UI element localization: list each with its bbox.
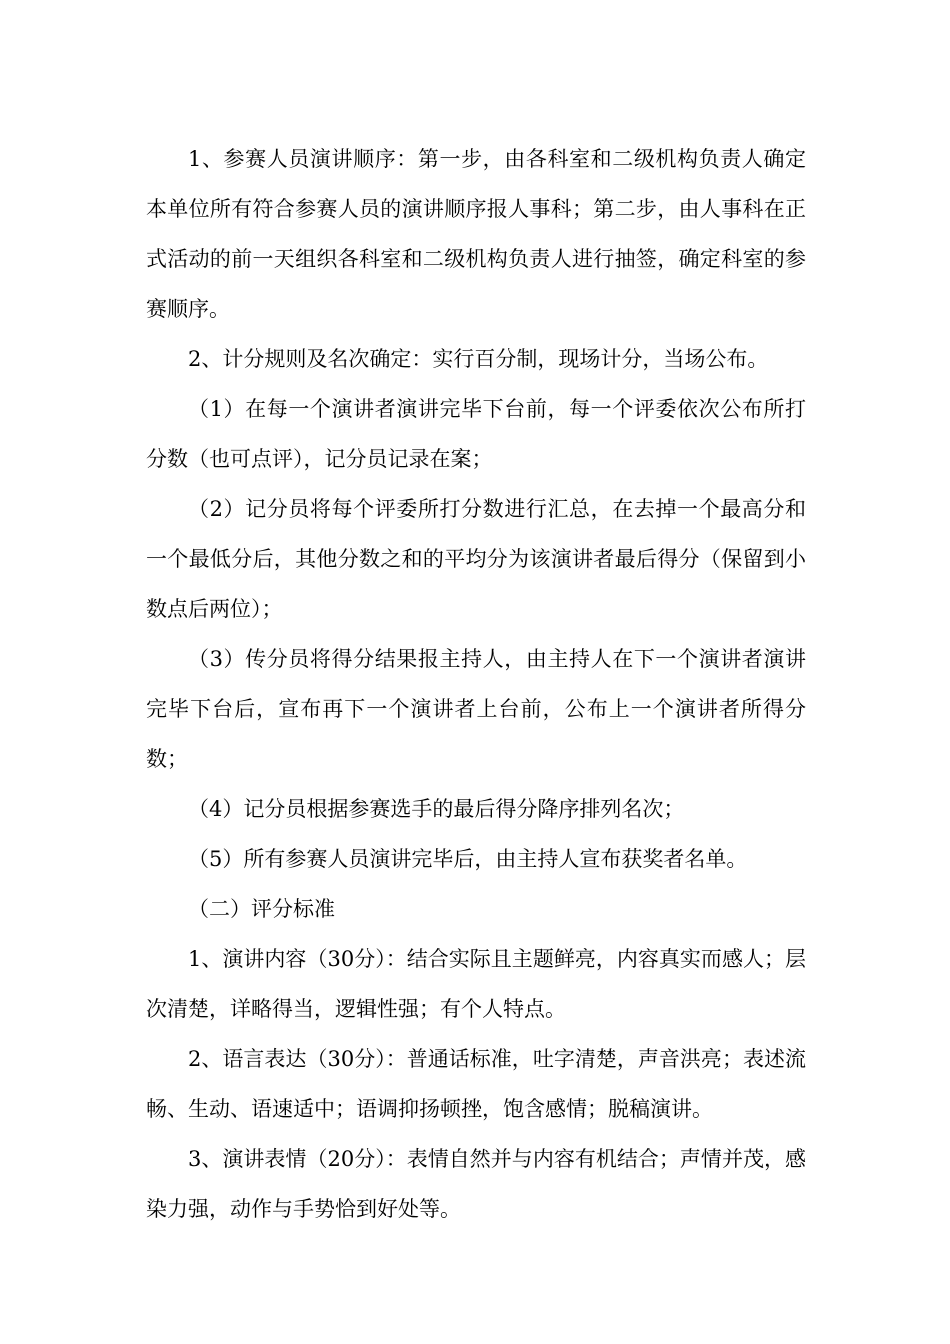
paragraph-rule-3: （3）传分员将得分结果报主持人，由主持人在下一个演讲者演讲完毕下台后，宣布再下一个演讲者上台前，公布上一个演讲者所得分数； [146,647,806,771]
paragraph-criteria-content: 1、演讲内容（30分）：结合实际且主题鲜亮，内容真实而感人；层次清楚，详略得当，逻辑性强；有个人特点。 [146,947,806,1021]
section-heading-criteria: （二）评分标准 [188,897,335,921]
paragraph-criteria-expression: 3、演讲表情（20分）：表情自然并与内容有机结合；声情并茂，感染力强，动作与手势恰到好处等。 [146,1147,806,1221]
document-body [146,134,806,1234]
paragraph-rule-2: （2）记分员将每个评委所打分数进行汇总，在去掉一个最高分和一个最低分后，其他分数之和的平均分为该演讲者最后得分（保留到小数点后两位）； [146,497,806,621]
paragraph-scoring-rules: 2、计分规则及名次确定：实行百分制，现场计分，当场公布。 [188,347,769,371]
paragraph-rule-1: （1）在每一个演讲者演讲完毕下台前，每一个评委依次公布所打分数（也可点评），记分员记录在案； [146,397,806,471]
paragraph-criteria-language: 2、语言表达（30分）：普通话标准，吐字清楚，声音洪亮；表述流畅、生动、语速适中；语调抑扬顿挫，饱含感情；脱稿演讲。 [146,1047,806,1121]
paragraph-rule-4: （4）记分员根据参赛选手的最后得分降序排列名次； [188,797,685,821]
paragraph-rule-5: （5）所有参赛人员演讲完毕后，由主持人宣布获奖者名单。 [188,847,748,871]
paragraph-speech-order: 1、参赛人员演讲顺序：第一步，由各科室和二级机构负责人确定本单位所有符合参赛人员的演讲顺序报人事科；第二步，由人事科在正式活动的前一天组织各科室和二级机构负责人进行抽签，确定科室的参赛顺序。 [146,147,806,321]
